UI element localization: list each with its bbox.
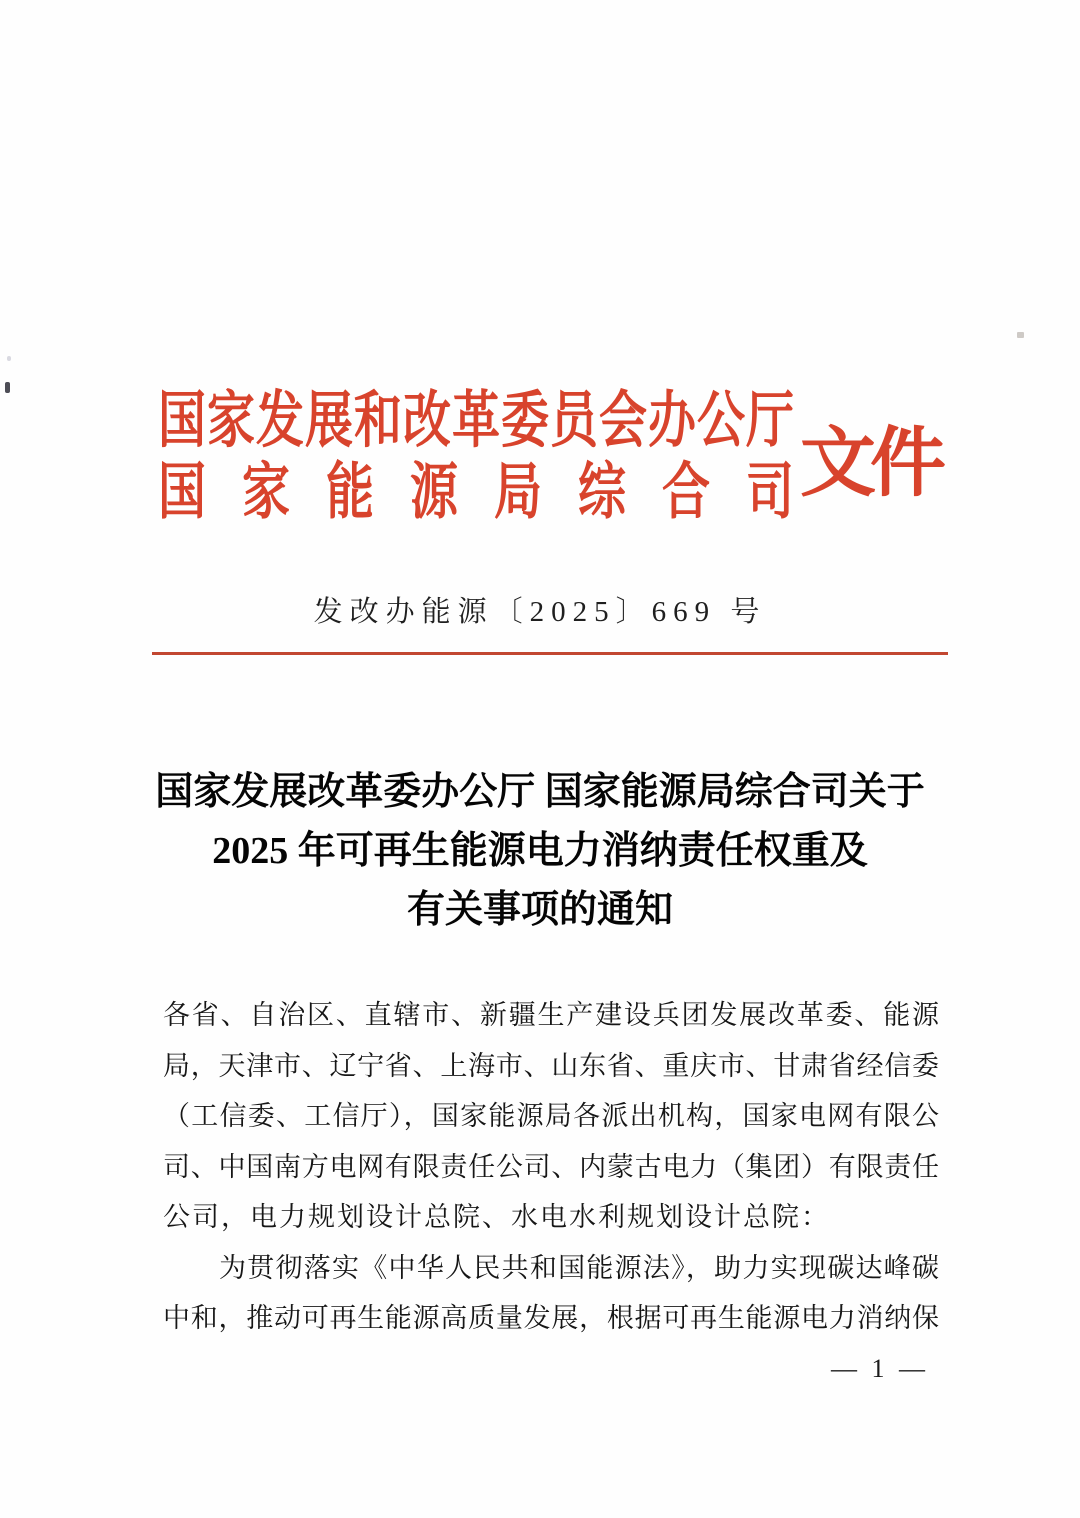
letterhead-agency-line-1: 国家发展和改革委员会办公厅 xyxy=(158,387,794,456)
document-number: 发改办能源〔2025〕669 号 xyxy=(313,596,767,628)
recipients-line: 局，天津市、辽宁省、上海市、山东省、重庆市、甘肃省经信委 xyxy=(163,1050,939,1081)
letterhead xyxy=(158,386,794,529)
red-divider-rule xyxy=(152,652,948,655)
document-title xyxy=(0,763,1080,940)
recipients-line: 司、中国南方电网有限责任公司、内蒙古电力（集团）有限责任 xyxy=(163,1151,939,1182)
recipients-line: （工信委、工信厅），国家能源局各派出机构，国家电网有限公 xyxy=(163,1101,939,1131)
scan-artifact-top-right xyxy=(1017,332,1024,338)
body-paragraph-line: 中和，推动可再生能源高质量发展，根据可再生能源电力消纳保 xyxy=(163,1303,939,1333)
letterhead-agency-line-2: 国家能源局综合司 xyxy=(158,458,794,527)
document-title-line-1: 国家发展改革委办公厅 国家能源局综合司关于 xyxy=(155,771,925,813)
document-title-line-2: 2025 年可再生能源电力消纳责任权重及 xyxy=(212,830,868,872)
scan-artifact-left xyxy=(5,382,10,393)
body-paragraph-line: 为贯彻落实《中华人民共和国能源法》，助力实现碳达峰碳 xyxy=(219,1252,939,1283)
page-number: — 1 — xyxy=(831,1354,929,1383)
recipients-line: 公司，电力规划设计总院、水电水利规划设计总院： xyxy=(163,1202,830,1232)
recipients-line: 各省、自治区、直辖市、新疆生产建设兵团发展改革委、能源 xyxy=(163,1000,939,1030)
letterhead-doc-type-label: 文件 xyxy=(800,422,940,506)
scan-artifact-left-faint xyxy=(7,356,11,361)
document-title-line-3: 有关事项的通知 xyxy=(406,889,673,931)
document-body xyxy=(163,990,939,1344)
